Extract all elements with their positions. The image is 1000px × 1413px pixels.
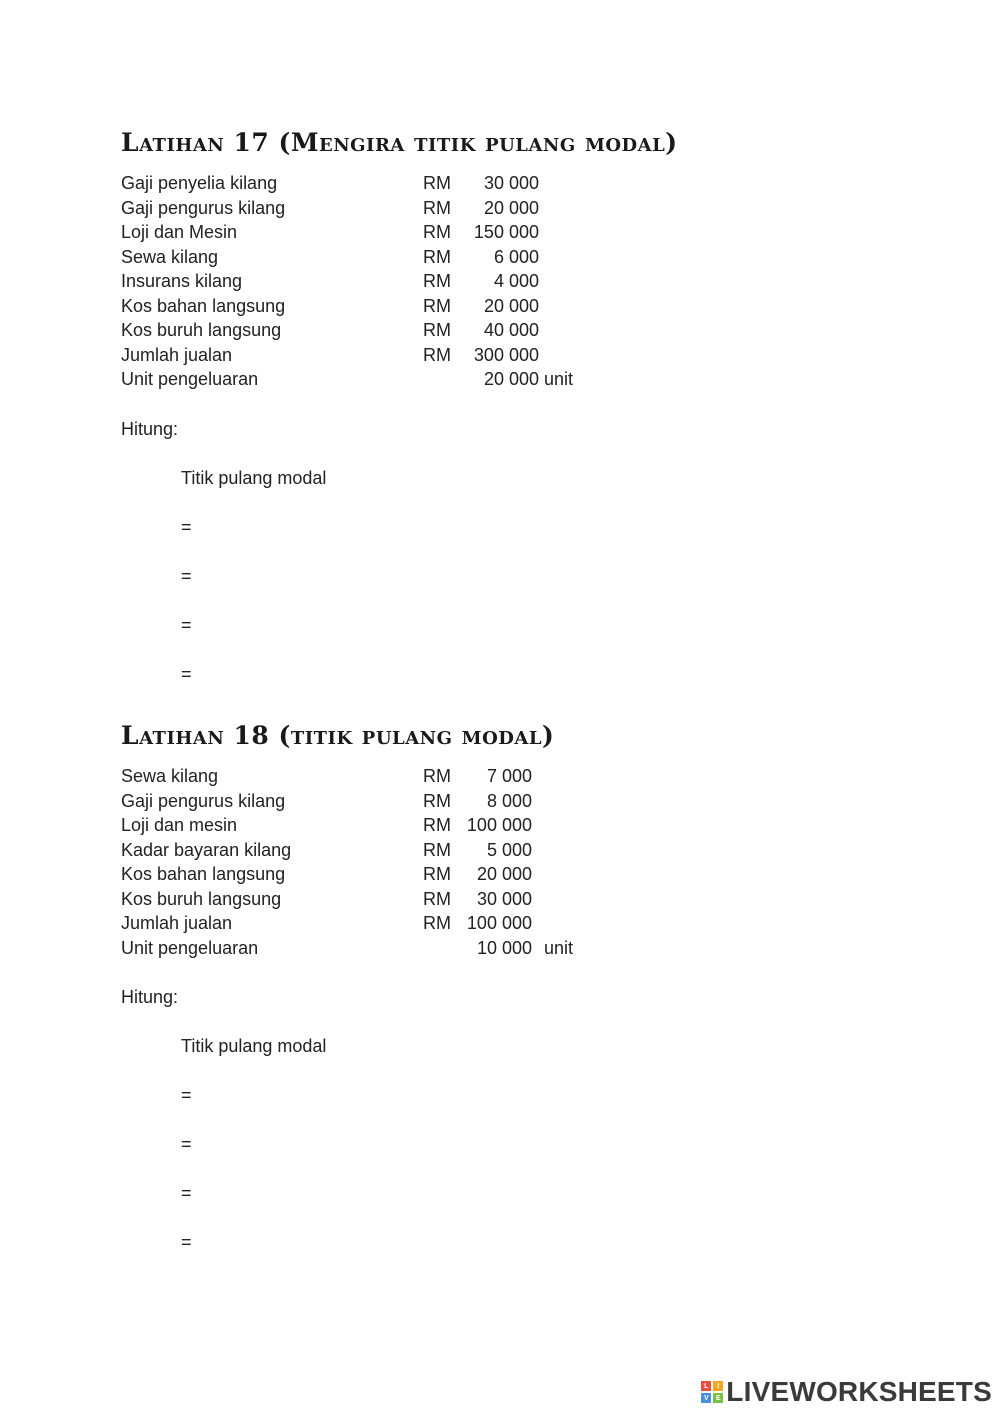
cost-row [121, 764, 821, 789]
amount: 8 000 [486, 790, 532, 811]
cost-row [121, 171, 821, 196]
currency: RM [423, 173, 451, 193]
cost-label: Kos buruh langsung [121, 320, 282, 340]
latihan-17-section [121, 126, 821, 686]
cost-label: Jumlah jualan [121, 913, 233, 933]
amount: 20 000 [483, 369, 539, 389]
cost-label: Sewa kilang [121, 246, 219, 267]
amount: 100 000 [466, 913, 532, 933]
latihan-18-title: Latihan 18 (titik pulang modal) [121, 721, 555, 750]
currency: RM [423, 344, 451, 365]
amount: 300 000 [473, 344, 539, 365]
equals-line[interactable]: = [181, 1085, 192, 1105]
logo-tile: L [701, 1381, 711, 1391]
currency: RM [423, 295, 451, 316]
hitung-label: Hitung: [121, 987, 179, 1007]
currency: RM [423, 320, 451, 340]
cost-row [121, 813, 821, 838]
cost-label: Kos bahan langsung [121, 295, 286, 316]
amount: 100 000 [466, 815, 532, 835]
amount: 30 000 [483, 173, 539, 193]
cost-label: Kos bahan langsung [121, 864, 286, 884]
currency: RM [423, 913, 451, 933]
working-area [181, 1034, 821, 1254]
currency: RM [423, 790, 451, 811]
cost-row [121, 196, 821, 221]
amount: 30 000 [476, 888, 532, 909]
equals-line[interactable]: = [181, 614, 192, 635]
amount: 20 000 [483, 295, 539, 316]
liveworksheets-logo-icon [701, 1381, 723, 1403]
logo-tile: E [713, 1393, 723, 1403]
cost-row [121, 789, 821, 814]
cost-row [121, 220, 821, 245]
cost-row [121, 269, 821, 294]
cost-row [121, 343, 821, 368]
work-title: Titik pulang modal [181, 1036, 327, 1056]
cost-label: Gaji pengurus kilang [121, 197, 286, 218]
cost-row [121, 367, 821, 392]
amount: 5 000 [486, 839, 532, 860]
currency: RM [423, 197, 451, 218]
cost-row [121, 838, 821, 863]
latihan-17-cost-list [121, 171, 821, 392]
cost-label: Loji dan mesin [121, 815, 238, 835]
cost-label: Insurans kilang [121, 271, 243, 291]
amount: 20 000 [476, 864, 532, 884]
logo-tile: I [713, 1381, 723, 1391]
currency: RM [423, 839, 451, 860]
hitung-label: Hitung: [121, 418, 179, 439]
equals-line[interactable]: = [181, 1134, 192, 1154]
cost-label: Gaji pengurus kilang [121, 790, 286, 811]
work-title: Titik pulang modal [181, 467, 327, 488]
amount: 150 000 [473, 222, 539, 242]
latihan-17-title: Latihan 17 (Mengira titik pulang modal) [121, 128, 678, 157]
equals-line[interactable]: = [181, 663, 192, 684]
cost-row [121, 294, 821, 319]
cost-row [121, 887, 821, 912]
cost-row [121, 911, 821, 936]
cost-label: Unit pengeluaran [121, 937, 259, 958]
cost-label: Loji dan Mesin [121, 222, 238, 242]
amount: 4 000 [493, 271, 539, 291]
amount: 40 000 [483, 320, 539, 340]
amount: 10 000 [476, 937, 532, 958]
currency: RM [423, 766, 451, 786]
currency: RM [423, 864, 451, 884]
currency: RM [423, 888, 451, 909]
equals-line[interactable]: = [181, 565, 192, 586]
unit: unit [544, 369, 574, 389]
logo-tile: V [701, 1393, 711, 1403]
equals-line[interactable]: = [181, 1183, 192, 1203]
equals-line[interactable]: = [181, 516, 192, 537]
cost-label: Kadar bayaran kilang [121, 839, 292, 860]
currency: RM [423, 271, 451, 291]
working-area [181, 466, 821, 686]
latihan-18-cost-list [121, 764, 821, 960]
liveworksheets-brand: LIVEWORKSHEETS [726, 1376, 992, 1407]
amount: 6 000 [493, 246, 539, 267]
unit: unit [544, 937, 574, 958]
amount: 7 000 [486, 766, 532, 786]
cost-label: Unit pengeluaran [121, 369, 259, 389]
cost-label: Gaji penyelia kilang [121, 173, 278, 193]
latihan-18-section [121, 719, 821, 1254]
cost-row [121, 936, 821, 961]
equals-line[interactable]: = [181, 1232, 192, 1252]
cost-row [121, 862, 821, 887]
cost-row [121, 245, 821, 270]
cost-label: Jumlah jualan [121, 344, 233, 365]
cost-row [121, 318, 821, 343]
currency: RM [423, 815, 451, 835]
currency: RM [423, 246, 451, 267]
cost-label: Kos buruh langsung [121, 888, 282, 909]
currency: RM [423, 222, 451, 242]
liveworksheets-footer [701, 1376, 992, 1408]
amount: 20 000 [483, 197, 539, 218]
cost-label: Sewa kilang [121, 766, 219, 786]
